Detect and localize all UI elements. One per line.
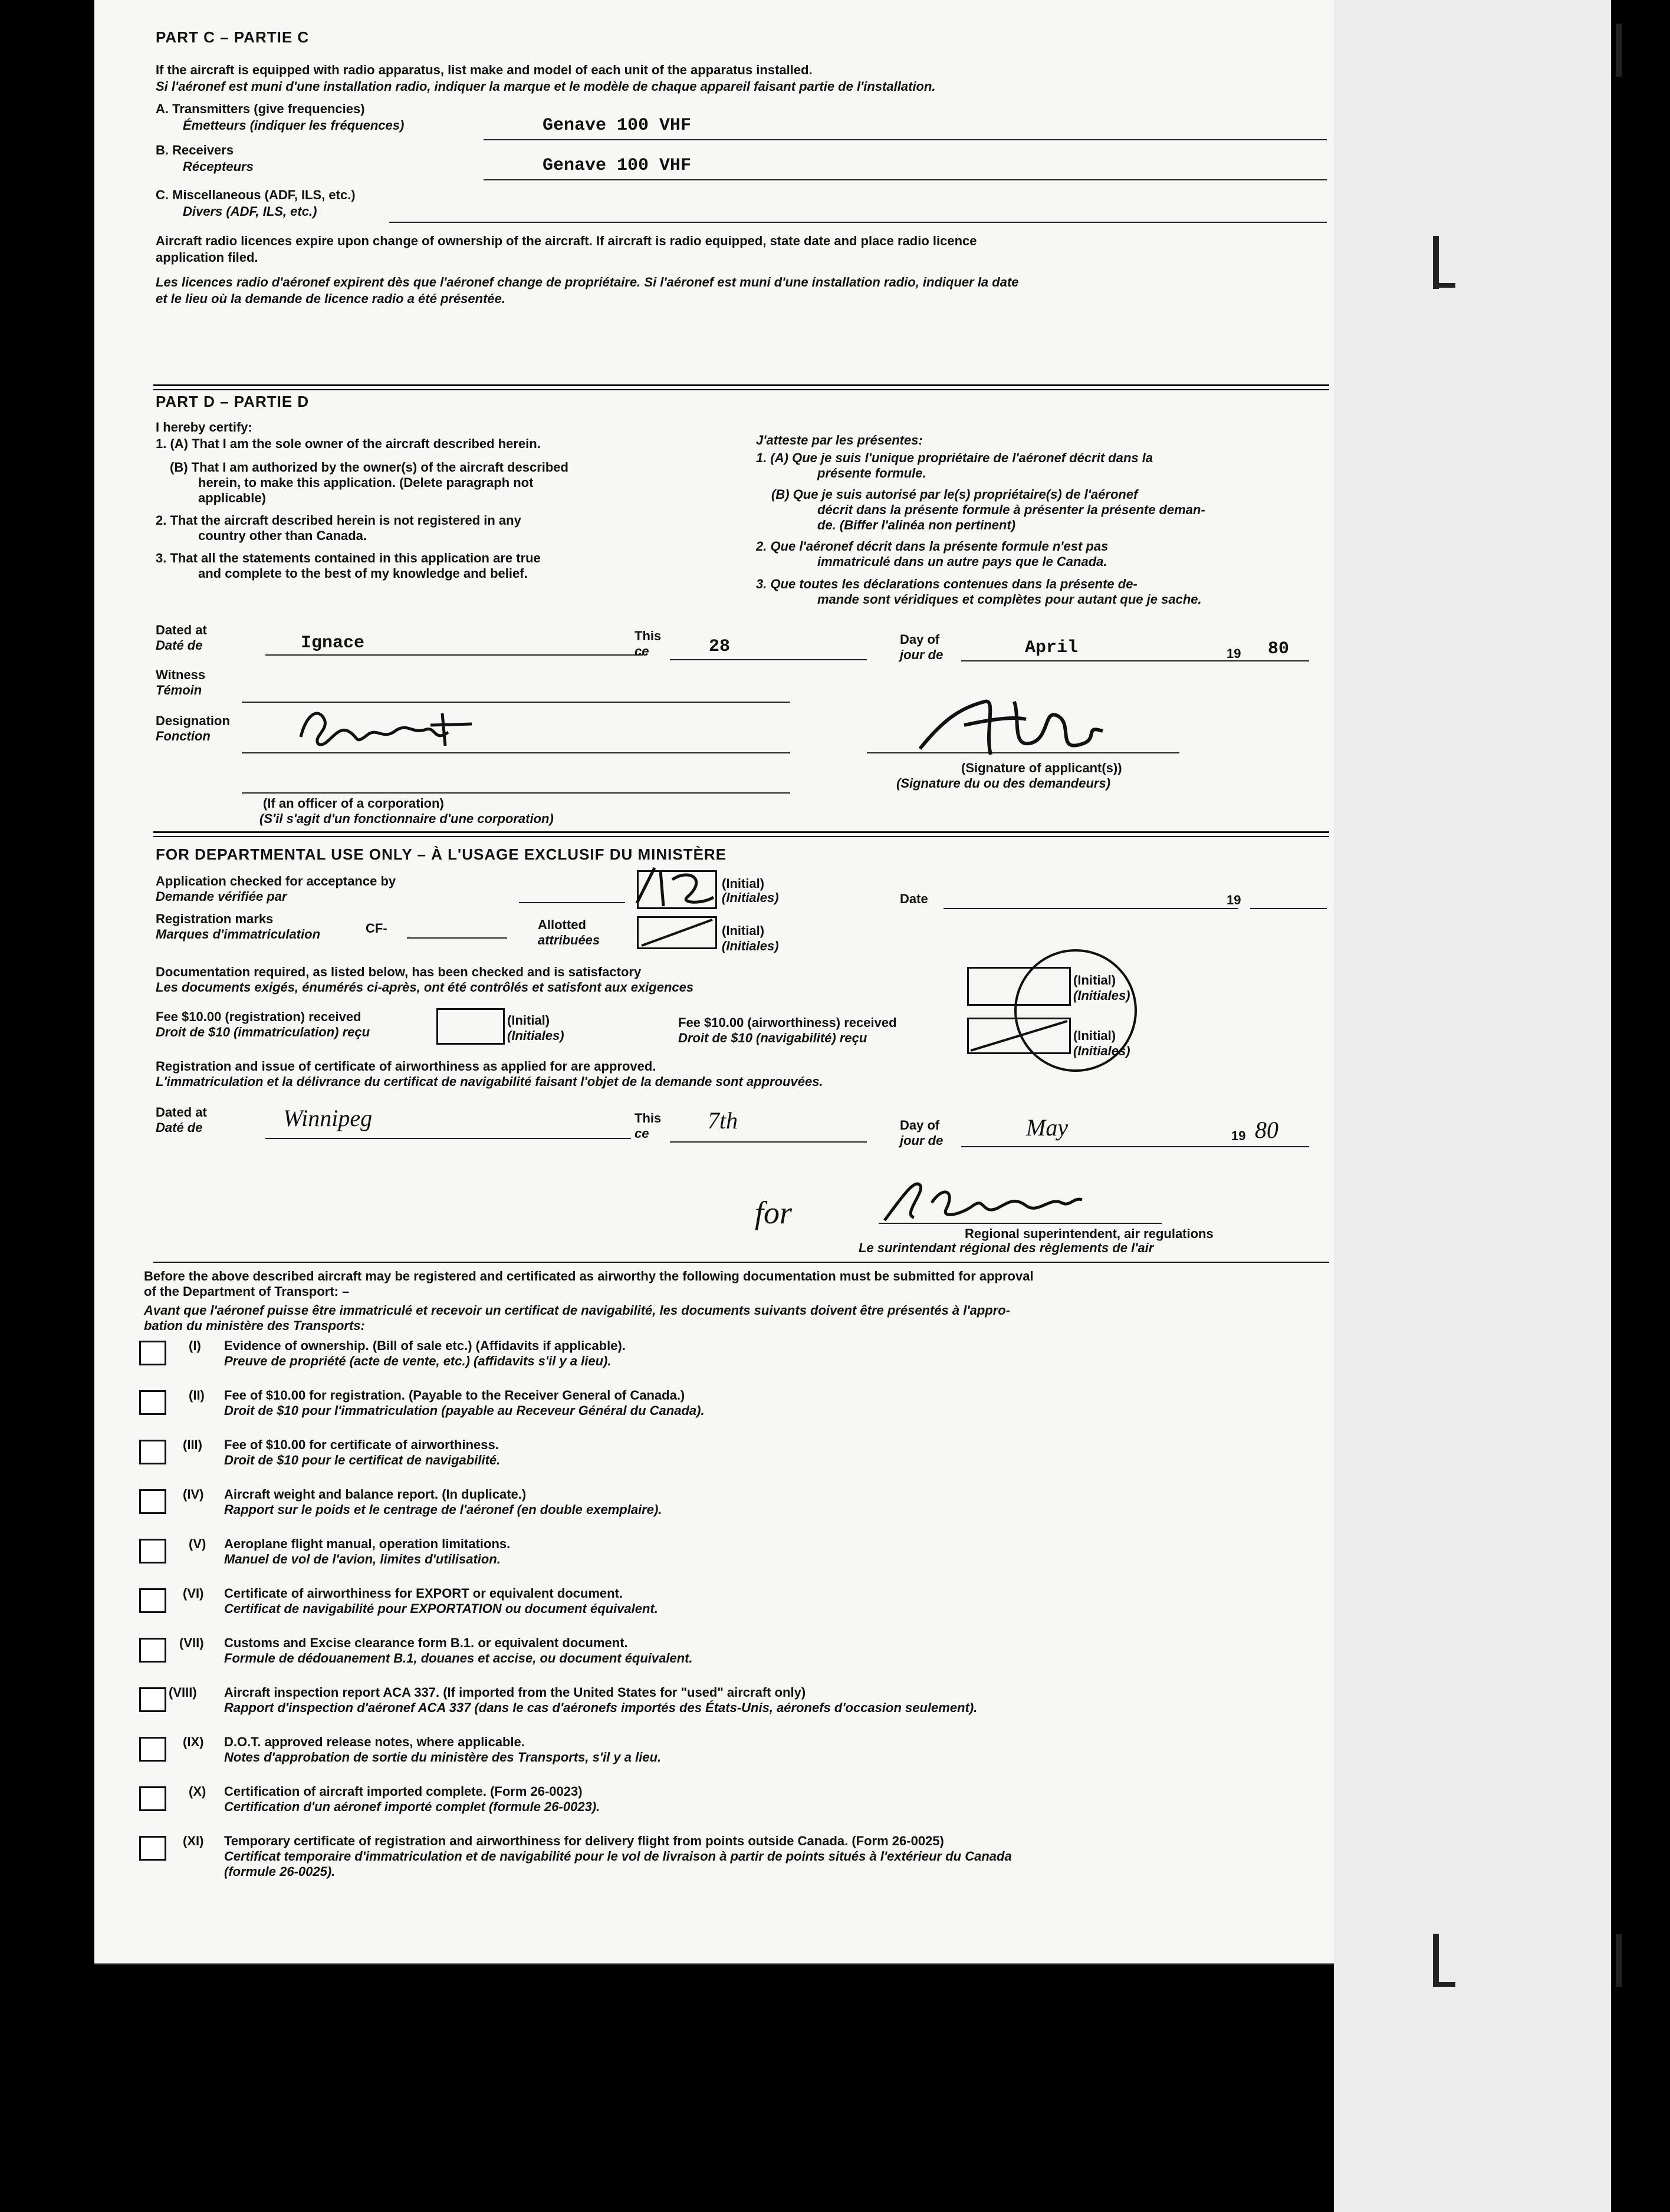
checked-label: Application checked for acceptance by <box>156 874 396 888</box>
cert-fr-2-2: immatriculé dans un autre pays que le Canada. <box>817 554 1107 569</box>
req-intro-fr-1: Avant que l'aéronef puisse être immatriculé et recevoir un certificat de navigabilité, les documents suivants doivent être présentés à l'appro- <box>144 1303 1011 1318</box>
crop-mark <box>1433 1934 1439 1987</box>
requirement-en: Fee of $10.00 for registration. (Payable to the Receiver General of Canada.) <box>224 1388 685 1403</box>
part-c-intro-en: If the aircraft is equipped with radio apparatus, list make and model of each unit of the apparatus installed. <box>156 62 813 77</box>
designation-line <box>242 752 790 753</box>
cert-fr-1a-2: présente formule. <box>817 466 926 480</box>
requirement-fr: Droit de $10 pour l'immatriculation (payable au Receveur Général du Canada). <box>224 1403 705 1418</box>
requirement-number: (X) <box>189 1784 206 1799</box>
requirement-checkbox[interactable] <box>139 1638 166 1663</box>
requirement-number: (IV) <box>183 1487 204 1502</box>
day-value[interactable]: 28 <box>709 637 731 657</box>
part-d-divider <box>153 831 1329 833</box>
cert-fr-3-2: mande sont véridiques et complètes pour autant que je sache. <box>817 592 1202 607</box>
transmitters-label: A. Transmitters (give frequencies) <box>156 101 365 116</box>
checked-line <box>519 902 625 903</box>
requirement-en: Aeroplane flight manual, operation limitations. <box>224 1536 511 1551</box>
transmitters-label-fr: Émetteurs (indiquer les fréquences) <box>183 118 405 133</box>
reg-marks-line <box>407 937 507 939</box>
requirement-fr: Certificat de navigabilité pour EXPORTATION ou document équivalent. <box>224 1601 658 1616</box>
superintendent-line <box>879 1223 1162 1224</box>
part-d-heading: PART D – PARTIE D <box>156 393 310 410</box>
requirement-checkbox[interactable] <box>139 1539 166 1563</box>
dept-this-label-fr: ce <box>635 1126 649 1141</box>
allotted-initial-en: (Initial) <box>722 923 765 938</box>
designation-handwriting <box>295 702 507 755</box>
licence-note-en-1: Aircraft radio licences expire upon change of ownership of the aircraft. If aircraft is radio equipped, state date and place radio licence <box>156 233 977 248</box>
dept-day-of-label-fr: jour de <box>900 1133 944 1148</box>
dept-dated-at-place[interactable]: Winnipeg <box>283 1105 373 1131</box>
licence-note-fr-1: Les licences radio d'aéronef expirent dès que l'aéronef change de propriétaire. Si l'aéronef est muni d'une installation radio, indiquer la date <box>156 275 1019 289</box>
form-page <box>94 0 1335 1964</box>
officer-note-en: (If an officer of a corporation) <box>263 796 444 811</box>
part-d-divider-thin <box>153 836 1329 837</box>
part-c-intro-fr: Si l'aéronef est muni d'une installation radio, indiquer la marque et le modèle de chaque appareil faisant partie de l'installation. <box>156 79 936 94</box>
docs-initial-fr: (Initiales) <box>1073 988 1130 1003</box>
cert-fr-1b-1: (B) Que je suis autorisé par le(s) propriétaire(s) de l'aéronef <box>771 487 1138 502</box>
checked-initials-handwriting <box>625 862 725 915</box>
requirement-fr: Rapport sur le poids et le centrage de l'aéronef (en double exemplaire). <box>224 1502 662 1517</box>
licence-note-fr-2: et le lieu où la demande de licence radio a été présentée. <box>156 291 506 306</box>
transmitters-value[interactable]: Genave 100 VHF <box>543 116 692 136</box>
reg-marks-label-fr: Marques d'immatriculation <box>156 927 321 942</box>
dept-day-value[interactable]: 7th <box>708 1107 738 1134</box>
allotted-label: Allotted <box>538 917 586 932</box>
requirement-en: Customs and Excise clearance form B.1. or equivalent document. <box>224 1635 628 1650</box>
receivers-value[interactable]: Genave 100 VHF <box>543 156 692 176</box>
cert-fr-3-1: 3. Que toutes les déclarations contenues dans la présente de- <box>756 577 1138 591</box>
fee-reg-initial-en: (Initial) <box>507 1013 550 1028</box>
requirement-checkbox[interactable] <box>139 1687 166 1712</box>
requirement-fr-cont: (formule 26-0025). <box>224 1864 336 1879</box>
receivers-line <box>484 179 1327 180</box>
requirement-en: Certification of aircraft imported complete. (Form 26-0023) <box>224 1784 583 1799</box>
misc-label: C. Miscellaneous (ADF, ILS, etc.) <box>156 187 356 202</box>
cert-en-3-1: 3. That all the statements contained in this application are true <box>156 551 541 565</box>
req-intro-en-2: of the Department of Transport: – <box>144 1284 350 1299</box>
certify-en: I hereby certify: <box>156 420 252 434</box>
day-of-label: Day of <box>900 632 940 647</box>
dept-dated-at-line <box>265 1138 631 1139</box>
cert-fr-2-1: 2. Que l'aéronef décrit dans la présente formule n'est pas <box>756 539 1109 554</box>
requirement-checkbox[interactable] <box>139 1737 166 1762</box>
allotted-label-fr: attribuées <box>538 933 600 947</box>
requirement-fr: Formule de dédouanement B.1, douanes et accise, ou document équivalent. <box>224 1651 693 1665</box>
date-line <box>944 908 1238 909</box>
reg-marks-label: Registration marks <box>156 911 274 926</box>
dated-at-label: Dated at <box>156 623 207 637</box>
requirement-en: Aircraft weight and balance report. (In duplicate.) <box>224 1487 527 1502</box>
fee-reg-fr: Droit de $10 (immatriculation) reçu <box>156 1025 370 1039</box>
requirement-checkbox[interactable] <box>139 1786 166 1811</box>
requirement-fr: Certification d'un aéronef importé complet (formule 26-0023). <box>224 1799 600 1814</box>
this-label: This <box>635 628 662 643</box>
certify-fr: J'atteste par les présentes: <box>756 433 923 447</box>
checked-initial-fr: (Initiales) <box>722 890 779 905</box>
fee-reg-initial-fr: (Initiales) <box>507 1028 564 1043</box>
requirement-fr: Notes d'approbation de sortie du ministère des Transports, s'il y a lieu. <box>224 1750 662 1765</box>
cert-en-1a: 1. (A) That I am the sole owner of the aircraft described herein. <box>156 436 541 451</box>
superintendent-fr: Le surintendant régional des règlements de l'air <box>859 1240 1154 1255</box>
witness-label: Witness <box>156 667 206 682</box>
requirement-number: (III) <box>183 1437 202 1452</box>
licence-note-en-2: application filed. <box>156 250 258 265</box>
dept-day-of-label: Day of <box>900 1118 940 1133</box>
scanner-background <box>1334 0 1611 2212</box>
fee-reg-initial-box[interactable] <box>436 1008 505 1045</box>
this-label-fr: ce <box>635 644 649 659</box>
day-of-label-fr: jour de <box>900 647 944 662</box>
requirement-fr: Droit de $10 pour le certificat de navigabilité. <box>224 1453 501 1467</box>
requirement-number: (XI) <box>183 1834 204 1848</box>
dept-dated-at-label: Dated at <box>156 1105 207 1120</box>
cert-en-3-2: and complete to the best of my knowledge and belief. <box>198 566 528 581</box>
requirement-en: Fee of $10.00 for certificate of airworthiness. <box>224 1437 499 1452</box>
misc-line <box>389 222 1327 223</box>
fee-air-fr: Droit de $10 (navigabilité) reçu <box>678 1031 867 1045</box>
dept-dated-at-label-fr: Daté de <box>156 1120 203 1135</box>
cert-fr-1b-2: décrit dans la présente formule à présenter la présente deman- <box>817 502 1205 517</box>
requirement-number: (VIII) <box>169 1685 197 1700</box>
part-c-heading: PART C – PARTIE C <box>156 28 310 46</box>
day-line <box>670 659 867 660</box>
officer-note-fr: (S'il s'agit d'un fonctionnaire d'une corporation) <box>259 811 554 826</box>
dated-at-label-fr: Daté de <box>156 638 203 653</box>
designation-label: Designation <box>156 713 230 728</box>
receivers-label-fr: Récepteurs <box>183 159 254 174</box>
checked-initial-en: (Initial) <box>722 876 765 891</box>
part-c-divider-thin <box>153 389 1329 390</box>
approved-fr: L'immatriculation et la délivrance du certificat de navigabilité faisant l'objet de la demande sont approuvées. <box>156 1074 823 1089</box>
cert-en-1b-1: (B) That I am authorized by the owner(s) of the aircraft described <box>170 460 568 475</box>
req-intro-fr-2: bation du ministère des Transports: <box>144 1318 365 1333</box>
part-c-divider <box>153 384 1329 386</box>
cert-fr-1a-1: 1. (A) Que je suis l'unique propriétaire de l'aéronef décrit dans la <box>756 450 1153 465</box>
officer-line <box>242 792 790 794</box>
year-prefix: 19 <box>1227 646 1241 661</box>
crop-mark <box>1433 1982 1455 1987</box>
docs-checked-en: Documentation required, as listed below, has been checked and is satisfactory <box>156 965 642 979</box>
witness-label-fr: Témoin <box>156 683 202 697</box>
requirement-en: Certificate of airworthiness for EXPORT or equivalent document. <box>224 1586 623 1601</box>
allotted-initial-fr: (Initiales) <box>722 939 779 953</box>
crop-mark <box>1433 236 1439 289</box>
cert-en-2-1: 2. That the aircraft described herein is not registered in any <box>156 513 521 528</box>
date-year-line <box>1250 908 1327 909</box>
fee-air-slash <box>967 1018 1071 1054</box>
dept-month-line <box>961 1146 1309 1147</box>
cert-en-1b-2: herein, to make this application. (Delete paragraph not <box>198 475 534 490</box>
fee-air-initial-en: (Initial) <box>1073 1028 1116 1043</box>
approved-en: Registration and issue of certificate of airworthiness as applied for are approved. <box>156 1059 656 1074</box>
requirement-en: Aircraft inspection report ACA 337. (If imported from the United States for "used" aircraft only) <box>224 1685 806 1700</box>
date-year-prefix: 19 <box>1227 893 1241 907</box>
requirement-checkbox[interactable] <box>139 1440 166 1464</box>
departmental-heading: FOR DEPARTMENTAL USE ONLY – À L'USAGE EXCLUSIF DU MINISTÈRE <box>156 845 727 863</box>
docs-initial-en: (Initial) <box>1073 973 1116 988</box>
dated-at-line <box>265 654 643 656</box>
for-handwriting: for <box>755 1195 793 1230</box>
month-value[interactable]: April <box>1025 638 1079 658</box>
dept-year-value[interactable]: 80 <box>1255 1117 1278 1143</box>
crop-mark <box>1433 283 1455 288</box>
dept-year-prefix: 19 <box>1231 1128 1246 1143</box>
cf-prefix: CF- <box>366 921 387 936</box>
crop-mark <box>1616 1934 1622 1987</box>
docs-checked-fr: Les documents exigés, énumérés ci-après, ont été contrôlés et satisfont aux exigences <box>156 980 694 995</box>
dated-at-place[interactable]: Ignace <box>301 633 365 653</box>
signature-caption-fr: (Signature du ou des demandeurs) <box>896 776 1111 791</box>
requirement-fr: Manuel de vol de l'avion, limites d'utilisation. <box>224 1552 501 1566</box>
fee-air-initial-fr: (Initiales) <box>1073 1044 1130 1058</box>
requirement-fr: Rapport d'inspection d'aéronef ACA 337 (dans le cas d'aéronefs importés des États-Unis, aéronefs d'occasion seulement). <box>224 1700 978 1715</box>
dept-this-label: This <box>635 1111 662 1125</box>
requirement-number: (V) <box>189 1536 206 1551</box>
departmental-divider <box>153 1262 1329 1263</box>
signature-caption-en: (Signature of applicant(s)) <box>961 761 1122 775</box>
requirement-en: Temporary certificate of registration and airworthiness for delivery flight from points outside Canada. (Form 26-0025) <box>224 1834 944 1848</box>
requirement-en: D.O.T. approved release notes, where applicable. <box>224 1734 525 1749</box>
checked-label-fr: Demande vérifiée par <box>156 889 287 904</box>
cert-fr-1b-3: de. (Biffer l'alinéa non pertinent) <box>817 518 1016 532</box>
requirement-checkbox[interactable] <box>139 1489 166 1514</box>
requirement-number: (VII) <box>179 1635 204 1650</box>
requirement-fr: Preuve de propriété (acte de vente, etc.) (affidavits s'il y a lieu). <box>224 1354 612 1368</box>
designation-label-fr: Fonction <box>156 729 211 743</box>
misc-label-fr: Divers (ADF, ILS, etc.) <box>183 204 317 219</box>
crop-mark <box>1616 24 1622 77</box>
cert-en-1b-3: applicable) <box>198 491 266 505</box>
requirement-number: (II) <box>189 1388 205 1403</box>
month-line <box>961 660 1309 661</box>
superintendent-en: Regional superintendent, air regulations <box>965 1226 1214 1241</box>
superintendent-signature <box>879 1173 1103 1226</box>
requirement-number: (IX) <box>183 1734 204 1749</box>
receivers-label: B. Receivers <box>156 143 234 157</box>
requirement-checkbox[interactable] <box>139 1341 166 1365</box>
allotted-slash <box>637 916 717 949</box>
year-value[interactable]: 80 <box>1268 639 1290 659</box>
requirement-number: (VI) <box>183 1586 204 1601</box>
fee-reg-en: Fee $10.00 (registration) received <box>156 1009 361 1024</box>
fee-air-en: Fee $10.00 (airworthiness) received <box>678 1015 897 1030</box>
transmitters-line <box>484 139 1327 140</box>
date-label: Date <box>900 891 928 906</box>
req-intro-en-1: Before the above described aircraft may be registered and certificated as airworthy the following documentation must be submitted for approval <box>144 1269 1034 1283</box>
requirement-en: Evidence of ownership. (Bill of sale etc.) (Affidavits if applicable). <box>224 1338 626 1353</box>
requirement-checkbox[interactable] <box>139 1390 166 1415</box>
requirement-number: (I) <box>189 1338 201 1353</box>
requirement-checkbox[interactable] <box>139 1588 166 1613</box>
requirement-checkbox[interactable] <box>139 1836 166 1861</box>
requirement-fr: Certificat temporaire d'immatriculation et de navigabilité pour le vol de livraison à partir de points situés à l'extérieur du Canada <box>224 1849 1012 1864</box>
dept-month-value[interactable]: May <box>1026 1114 1069 1141</box>
cert-en-2-2: country other than Canada. <box>198 528 367 543</box>
dept-day-line <box>670 1141 867 1143</box>
